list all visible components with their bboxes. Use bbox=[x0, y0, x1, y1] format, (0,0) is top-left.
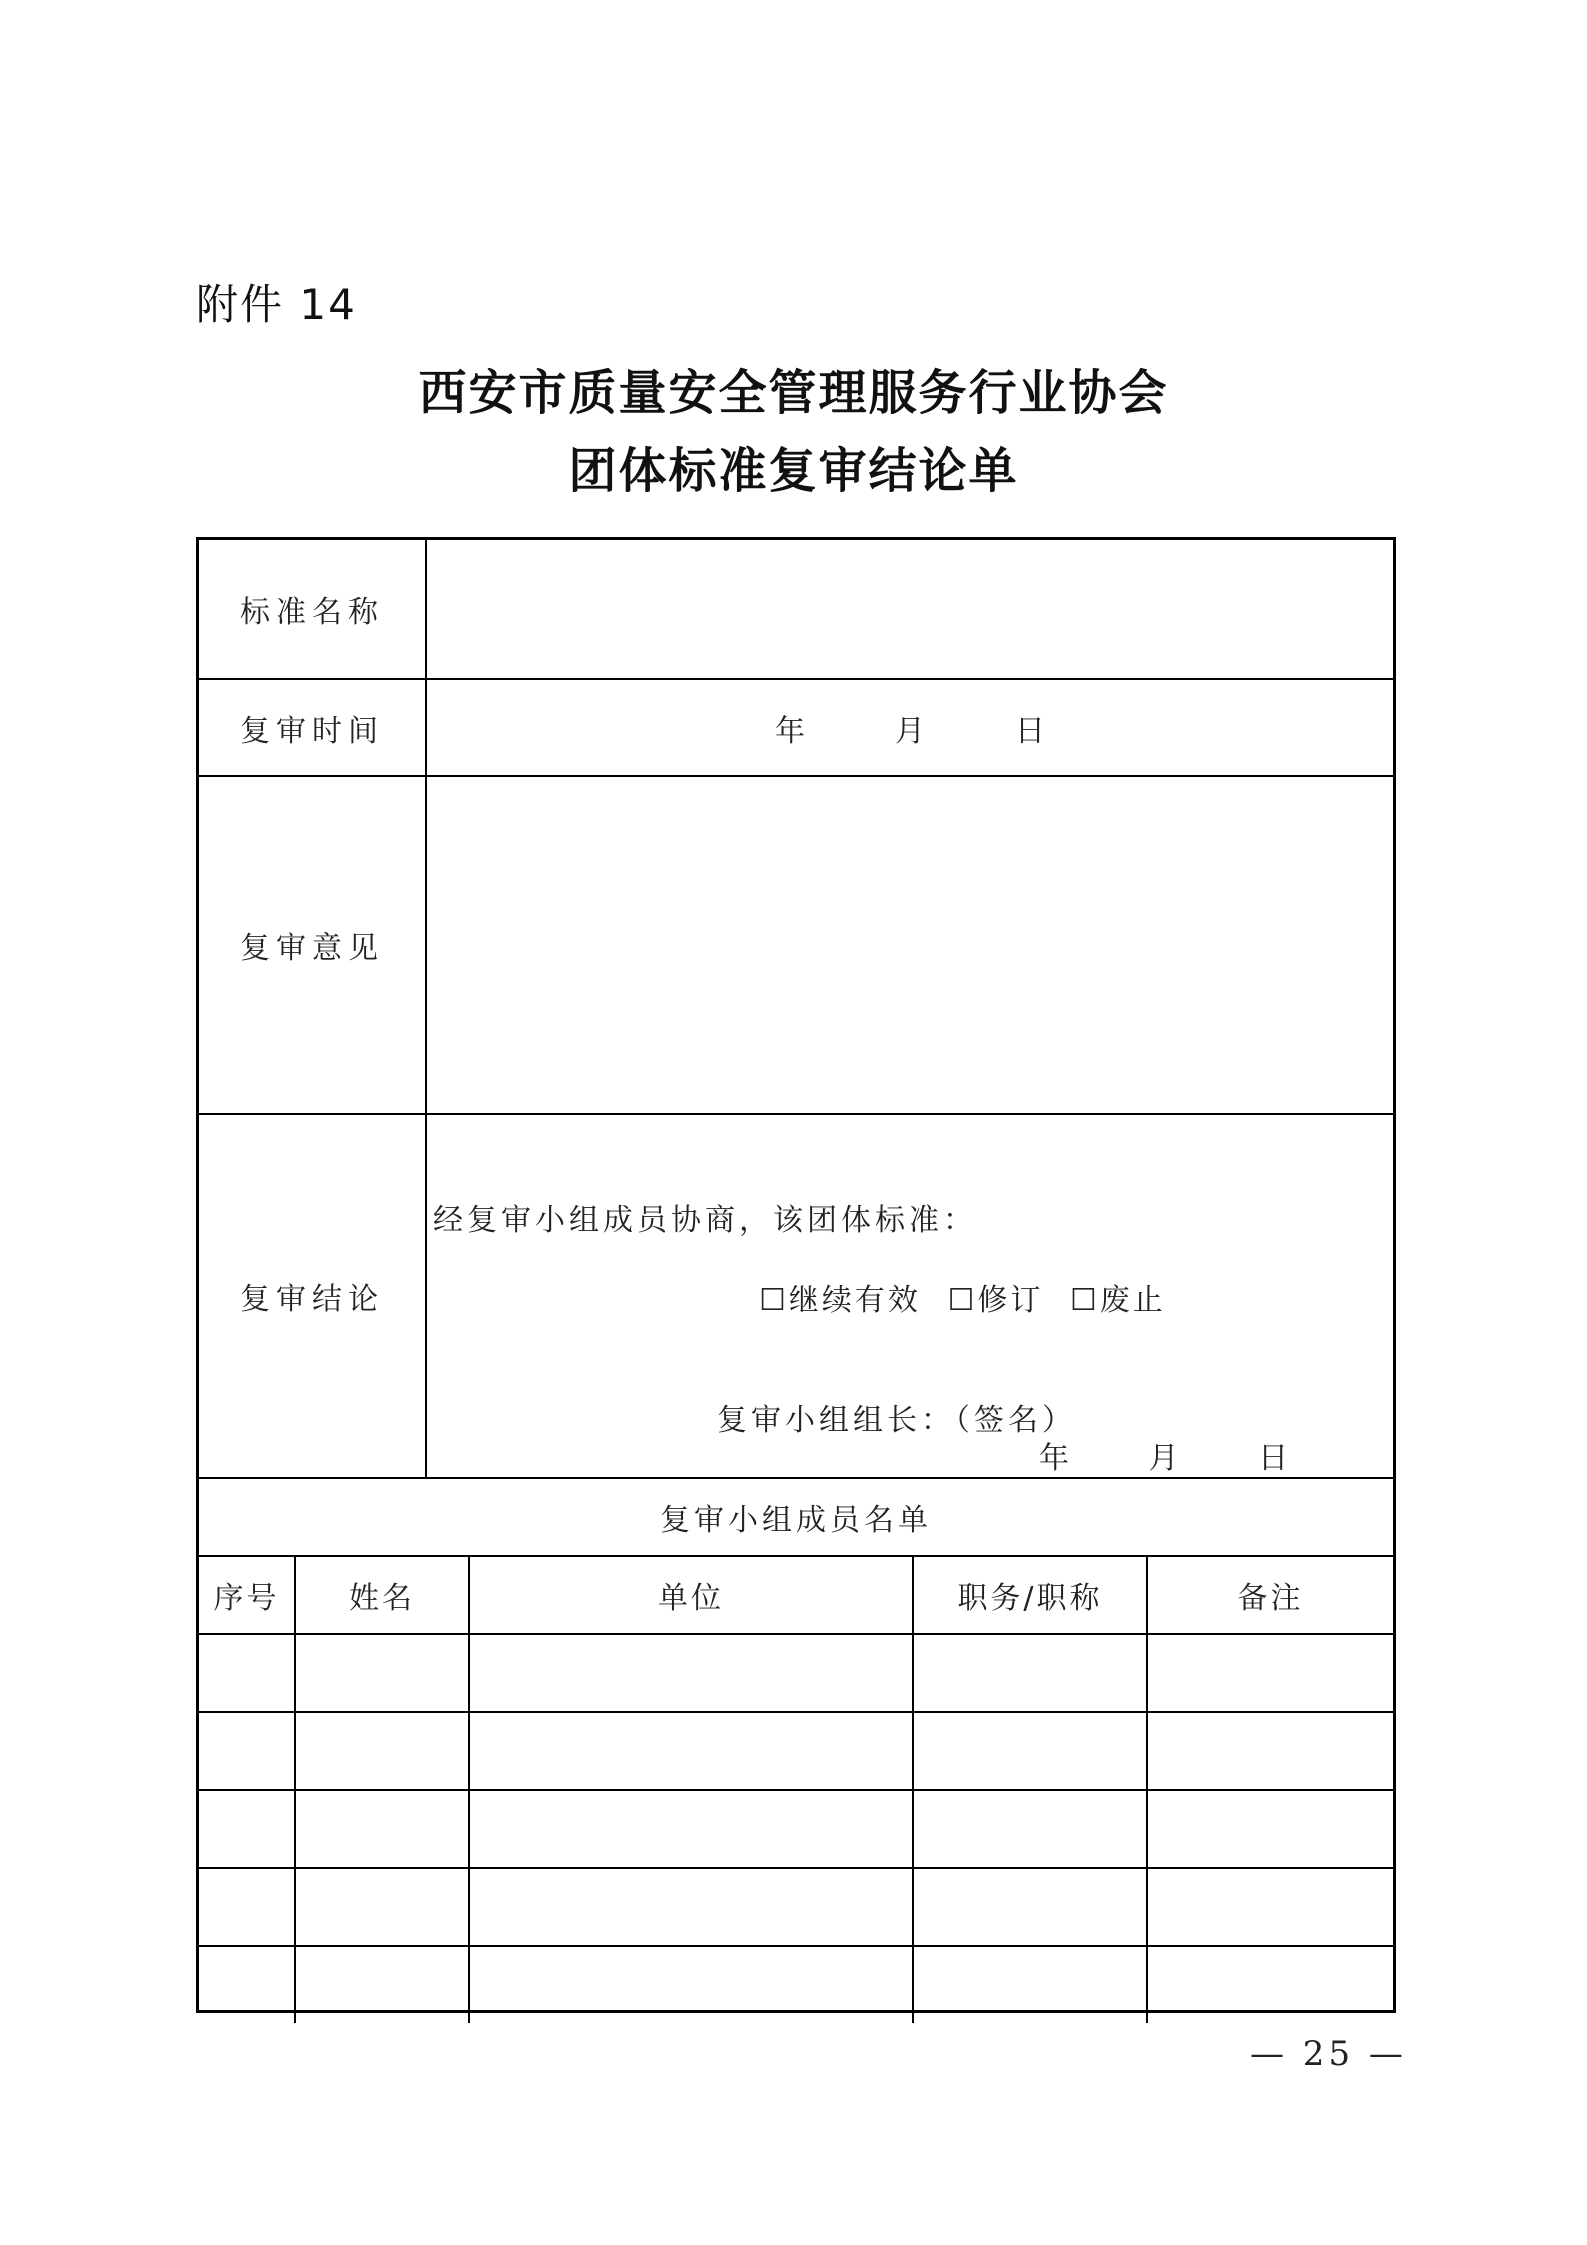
conclusion-date-year: 年 bbox=[1039, 1441, 1069, 1476]
table-cell[interactable] bbox=[1147, 1868, 1393, 1946]
table-cell[interactable] bbox=[199, 1712, 295, 1790]
table-row bbox=[199, 1946, 1393, 2023]
review-opinion-row bbox=[199, 777, 1393, 1115]
attachment-label: 附件 14 bbox=[196, 280, 357, 329]
option-abolish[interactable]: ☐废止 bbox=[1069, 1283, 1166, 1318]
conclusion-date bbox=[1039, 1433, 1358, 1477]
table-cell[interactable] bbox=[1147, 1946, 1393, 2023]
review-opinion-field[interactable] bbox=[427, 777, 1393, 1113]
col-name: 姓名 bbox=[295, 1557, 469, 1634]
col-remarks: 备注 bbox=[1147, 1557, 1393, 1634]
date-month: 月 bbox=[895, 713, 925, 749]
members-title: 复审小组成员名单 bbox=[199, 1479, 1393, 1557]
table-cell[interactable] bbox=[199, 1634, 295, 1712]
option-revise[interactable]: ☐修订 bbox=[947, 1283, 1044, 1318]
table-cell[interactable] bbox=[913, 1868, 1147, 1946]
date-year: 年 bbox=[775, 713, 805, 749]
table-cell[interactable] bbox=[295, 1790, 469, 1868]
review-time-row bbox=[199, 680, 1393, 777]
members-header-row bbox=[199, 1557, 1393, 1634]
title-line-2: 团体标准复审结论单 bbox=[568, 443, 1019, 499]
standard-name-row bbox=[199, 540, 1393, 680]
option-continue-valid[interactable]: ☐继续有效 bbox=[759, 1283, 921, 1318]
table-cell[interactable] bbox=[469, 1634, 913, 1712]
table-cell[interactable] bbox=[1147, 1634, 1393, 1712]
review-conclusion-label: 复审结论 bbox=[199, 1115, 427, 1477]
review-form bbox=[196, 537, 1396, 2013]
table-cell[interactable] bbox=[295, 1946, 469, 2023]
table-cell[interactable] bbox=[1147, 1790, 1393, 1868]
table-cell[interactable] bbox=[1147, 1712, 1393, 1790]
leader-signature-label: 复审小组组长：（签名） bbox=[717, 1403, 1076, 1438]
table-cell[interactable] bbox=[469, 1946, 913, 2023]
col-unit: 单位 bbox=[469, 1557, 913, 1634]
table-row bbox=[199, 1790, 1393, 1868]
review-time-label: 复审时间 bbox=[199, 680, 427, 775]
table-cell[interactable] bbox=[913, 1946, 1147, 2023]
table-cell[interactable] bbox=[913, 1790, 1147, 1868]
table-row bbox=[199, 1712, 1393, 1790]
page-number: — 25 — bbox=[1250, 2034, 1407, 2074]
col-position: 职务/职称 bbox=[913, 1557, 1147, 1634]
conclusion-intro: 经复审小组成员协商，该团体标准： bbox=[433, 1203, 977, 1238]
table-cell[interactable] bbox=[295, 1634, 469, 1712]
conclusion-options bbox=[759, 1275, 1180, 1319]
table-cell[interactable] bbox=[199, 1946, 295, 2023]
conclusion-date-month: 月 bbox=[1148, 1441, 1179, 1476]
col-serial: 序号 bbox=[199, 1557, 295, 1634]
table-cell[interactable] bbox=[295, 1868, 469, 1946]
table-row bbox=[199, 1634, 1393, 1712]
table-cell[interactable] bbox=[469, 1868, 913, 1946]
date-day: 日 bbox=[1015, 713, 1045, 749]
title-line-1: 西安市质量安全管理服务行业协会 bbox=[418, 365, 1169, 421]
table-cell[interactable] bbox=[469, 1790, 913, 1868]
table-cell[interactable] bbox=[199, 1790, 295, 1868]
table-row bbox=[199, 1868, 1393, 1946]
review-time-field[interactable] bbox=[427, 680, 1393, 775]
table-cell[interactable] bbox=[469, 1712, 913, 1790]
table-cell[interactable] bbox=[913, 1634, 1147, 1712]
table-cell[interactable] bbox=[295, 1712, 469, 1790]
conclusion-date-day: 日 bbox=[1258, 1441, 1289, 1476]
members-table bbox=[199, 1557, 1393, 2023]
standard-name-field[interactable] bbox=[427, 540, 1393, 678]
review-conclusion-row bbox=[199, 1115, 1393, 1479]
standard-name-label: 标准名称 bbox=[199, 540, 427, 678]
review-opinion-label: 复审意见 bbox=[199, 777, 427, 1113]
table-cell[interactable] bbox=[913, 1712, 1147, 1790]
table-cell[interactable] bbox=[199, 1868, 295, 1946]
